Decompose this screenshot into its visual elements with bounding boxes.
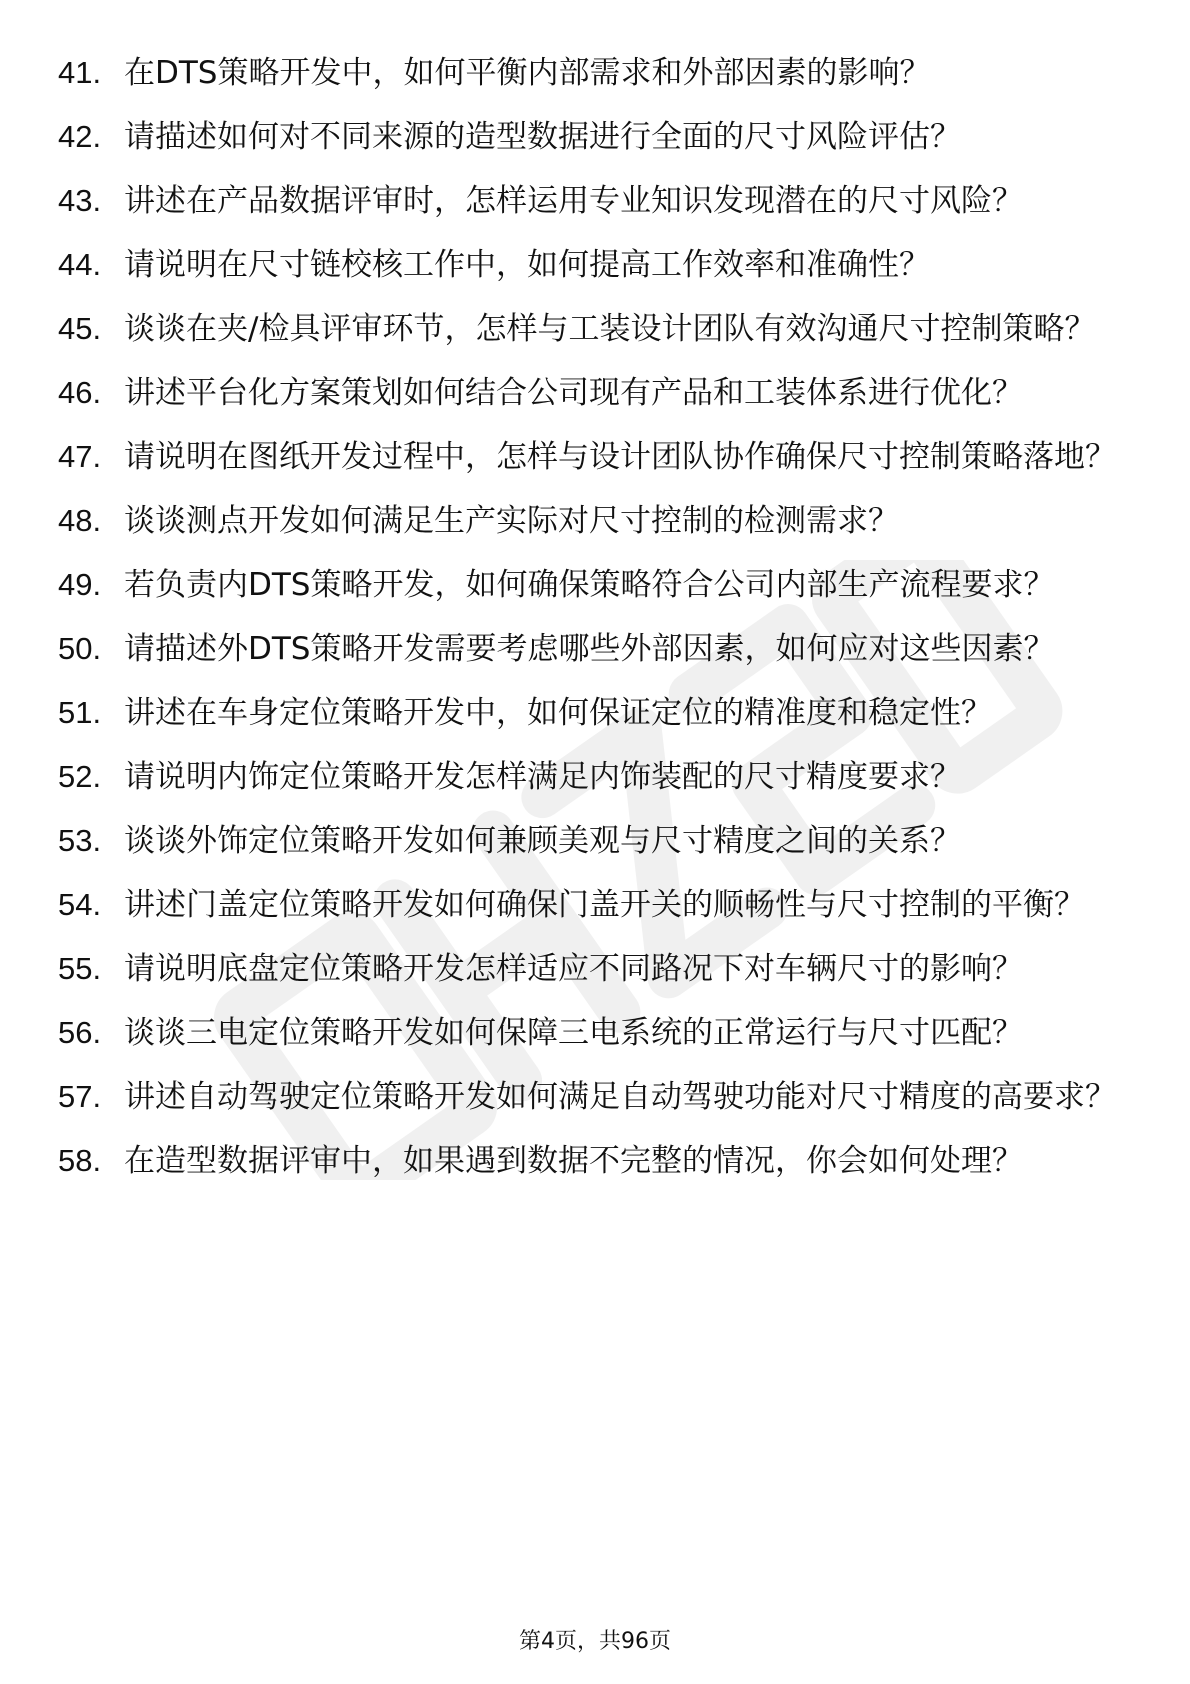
question-text: 谈谈在夹/检具评审环节，怎样与工装设计团队有效沟通尺寸控制策略？ [124, 311, 1096, 347]
question-item [58, 564, 1130, 606]
question-text: 讲述自动驾驶定位策略开发如何满足自动驾驶功能对尺寸精度的高要求？ [124, 1079, 1116, 1115]
question-item [58, 1012, 1130, 1054]
question-list [58, 52, 1130, 1204]
question-number: 46. [58, 375, 102, 410]
question-number: 50. [58, 631, 102, 666]
question-text: 请说明内饰定位策略开发怎样满足内饰装配的尺寸精度要求？ [124, 759, 961, 795]
question-number: 57. [58, 1079, 102, 1114]
question-text: 讲述门盖定位策略开发如何确保门盖开关的顺畅性与尺寸控制的平衡？ [124, 887, 1085, 923]
question-item [58, 436, 1130, 478]
page-footer [0, 1628, 1190, 1656]
question-text: 谈谈三电定位策略开发如何保障三电系统的正常运行与尺寸匹配？ [124, 1015, 1023, 1051]
question-item [58, 244, 1130, 286]
question-item [58, 1076, 1130, 1118]
question-text: 若负责内DTS策略开发，如何确保策略符合公司内部生产流程要求？ [124, 567, 1055, 603]
question-item [58, 500, 1130, 542]
question-text: 讲述在产品数据评审时，怎样运用专业知识发现潜在的尺寸风险？ [124, 183, 1023, 219]
question-number: 52. [58, 759, 102, 794]
question-number: 47. [58, 439, 102, 474]
question-item [58, 948, 1130, 990]
question-item [58, 756, 1130, 798]
question-text: 请描述外DTS策略开发需要考虑哪些外部因素，如何应对这些因素？ [124, 631, 1055, 667]
question-text: 讲述在车身定位策略开发中，如何保证定位的精准度和稳定性？ [124, 695, 992, 731]
question-number: 45. [58, 311, 102, 346]
question-text: 谈谈外饰定位策略开发如何兼顾美观与尺寸精度之间的关系？ [124, 823, 961, 859]
question-text: 在DTS策略开发中，如何平衡内部需求和外部因素的影响？ [124, 55, 931, 91]
question-item [58, 180, 1130, 222]
question-number: 49. [58, 567, 102, 602]
question-item [58, 820, 1130, 862]
question-item [58, 372, 1130, 414]
question-text: 请说明在图纸开发过程中，怎样与设计团队协作确保尺寸控制策略落地？ [124, 439, 1116, 475]
question-text: 请说明底盘定位策略开发怎样适应不同路况下对车辆尺寸的影响？ [124, 951, 1023, 987]
question-item [58, 308, 1130, 350]
question-text: 在造型数据评审中，如果遇到数据不完整的情况，你会如何处理？ [124, 1143, 1023, 1179]
question-number: 58. [58, 1143, 102, 1178]
question-text: 请描述如何对不同来源的造型数据进行全面的尺寸风险评估？ [124, 119, 961, 155]
question-item [58, 628, 1130, 670]
question-item [58, 52, 1130, 94]
question-number: 56. [58, 1015, 102, 1050]
question-text: 讲述平台化方案策划如何结合公司现有产品和工装体系进行优化？ [124, 375, 1023, 411]
question-item [58, 116, 1130, 158]
question-item [58, 1140, 1130, 1182]
question-number: 44. [58, 247, 102, 282]
question-number: 42. [58, 119, 102, 154]
question-number: 51. [58, 695, 102, 730]
question-text: 请说明在尺寸链校核工作中，如何提高工作效率和准确性？ [124, 247, 930, 283]
question-item [58, 884, 1130, 926]
question-number: 48. [58, 503, 102, 538]
question-number: 43. [58, 183, 102, 218]
question-item [58, 692, 1130, 734]
question-number: 53. [58, 823, 102, 858]
question-number: 54. [58, 887, 102, 922]
question-text: 谈谈测点开发如何满足生产实际对尺寸控制的检测需求？ [124, 503, 899, 539]
question-number: 41. [58, 55, 102, 90]
page-number-label: 第4页，共96页 [519, 1629, 671, 1654]
question-number: 55. [58, 951, 102, 986]
